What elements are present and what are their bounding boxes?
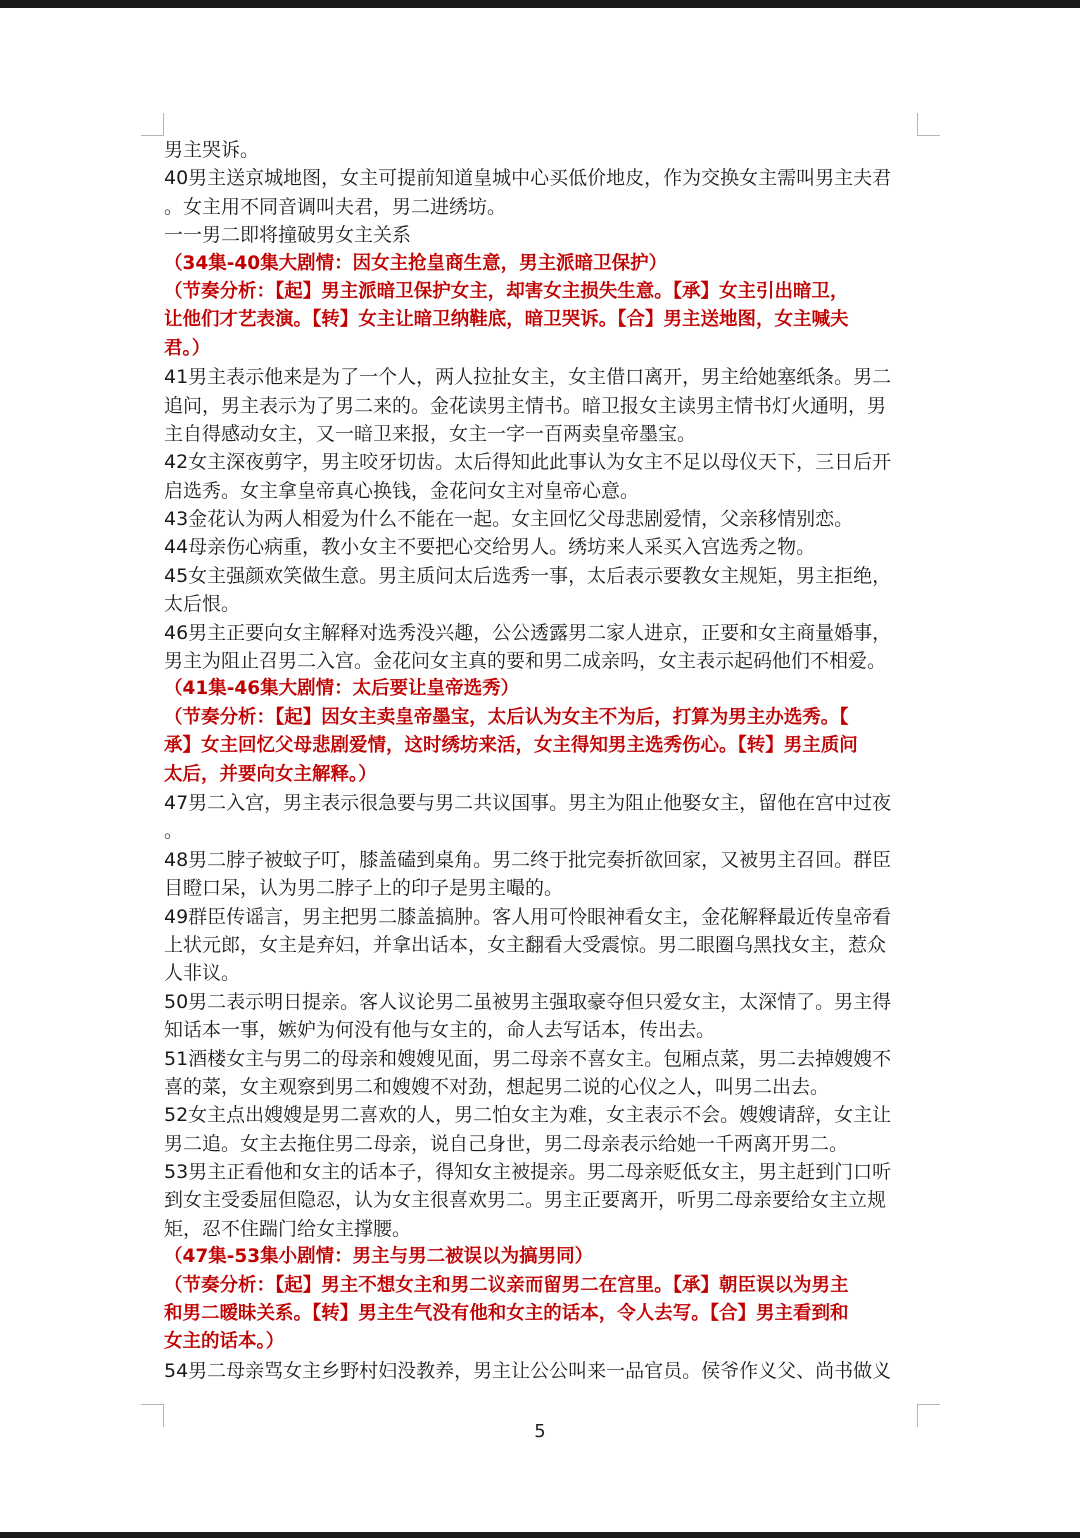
text-line: 男主为阻止召男二入宫。金花问女主真的要和男二成亲吗，女主表示起码他们不相爱。: [164, 650, 887, 673]
text-line: 50男二表示明日提亲。客人议论男二虽被男主强取豪夺但只爱女主，太深情了。男主得: [164, 990, 892, 1013]
text-line: 41男主表示他来是为了一个人，两人拉扯女主，女主借口离开，男主给她塞纸条。男二: [164, 366, 892, 389]
text-line: 上状元郎，女主是弃妇，并拿出话本，女主翻看大受震惊。男二眼圈乌黑找女主，惹众: [164, 933, 887, 956]
highlight-line: 让他们才艺表演。【转】女主让暗卫纳鞋底，暗卫哭诉。【合】男主送地图，女主喊夫: [164, 309, 849, 331]
text-line: 40男主送京城地图，女主可提前知道皇城中心买低价地皮，作为交换女主需叫男主夫君: [164, 167, 892, 190]
highlight-line: （47集-53集小剧情：男主与男二被误以为搞男同）: [164, 1246, 594, 1268]
text-line: 54男二母亲骂女主乡野村妇没教养，男主让公公叫来一品官员。侯爷作义父、尚书做义: [164, 1359, 892, 1382]
highlight-line: 君。）: [164, 337, 211, 359]
text-line: 目瞪口呆，认为男二脖子上的印子是男主嘬的。: [164, 877, 564, 900]
text-line: 男二追。女主去拖住男二母亲，说自己身世，男二母亲表示给她一千两离开男二。: [164, 1132, 849, 1155]
highlight-line: 女主的话本。）: [164, 1331, 285, 1353]
text-line: 人非议。: [164, 962, 241, 985]
highlight-line: （节奏分析：【起】男主不想女主和男二议亲而留男二在宫里。【承】朝臣误以为男主: [164, 1274, 849, 1296]
text-line: 52女主点出嫂嫂是男二喜欢的人，男二怕女主为难，女主表示不会。嫂嫂请辞，女主让: [164, 1104, 892, 1127]
document-body: [164, 136, 918, 1385]
text-line: 。女主用不同音调叫夫君，男二进绣坊。: [164, 195, 507, 218]
text-line: 男主哭诉。: [164, 139, 260, 161]
text-line: 48男二脖子被蚊子叮，膝盖磕到桌角。男二终于批完奏折欲回家，又被男主召回。群臣: [164, 848, 892, 871]
text-line: 51酒楼女主与男二的母亲和嫂嫂见面，男二母亲不喜女主。包厢点菜，男二去掉嫂嫂不: [164, 1047, 892, 1070]
text-line: 46男主正要向女主解释对选秀没兴趣，公公透露男二家人进京，正要和女主商量婚事，: [164, 621, 892, 644]
text-line: 49群臣传谣言，男主把男二膝盖搞肿。客人用可怜眼神看女主，金花解释最近传皇帝看: [164, 905, 892, 928]
text-line: 矩，忍不住踹门给女主撑腰。: [164, 1217, 412, 1240]
highlight-line: 承】女主回忆父母悲剧爱情，这时绣坊来活，女主得知男主选秀伤心。【转】男主质问: [164, 735, 858, 757]
crop-mark-top-right: [917, 113, 940, 136]
text-line: 主自得感动女主，又一暗卫来报，女主一字一百两卖皇帝墨宝。: [164, 422, 697, 445]
highlight-line: 太后，并要向女主解释。）: [164, 763, 377, 785]
highlight-line: （节奏分析：【起】男主派暗卫保护女主，却害女主损失生意。【承】女主引出暗卫，: [164, 280, 849, 302]
text-line: 太后恨。: [164, 593, 241, 616]
highlight-line: （34集-40集大剧情：因女主抢皇商生意，男主派暗卫保护）: [164, 252, 668, 274]
text-line: 47男二入宫，男主表示很急要与男二共议国事。男主为阻止他娶女主，留他在宫中过夜: [164, 791, 892, 814]
text-line: 43金花认为两人相爱为什么不能在一起。女主回忆父母悲剧爱情，父亲移情别恋。: [164, 508, 854, 531]
text-line: 追问，男主表示为了男二来的。金花读男主情书。暗卫报女主读男主情书灯火通明，男: [164, 394, 887, 417]
text-line: 44母亲伤心病重，教小女主不要把心交给男人。绣坊来人采买入宫选秀之物。: [164, 536, 816, 559]
text-line: 45女主强颜欢笑做生意。男主质问太后选秀一事，太后表示要教女主规矩，男主拒绝，: [164, 564, 892, 587]
text-line: 启选秀。女主拿皇帝真心换钱，金花问女主对皇帝心意。: [164, 479, 640, 502]
highlight-line: （节奏分析：【起】因女主卖皇帝墨宝，太后认为女主不为后，打算为男主办选秀。【: [164, 706, 849, 728]
text-line: 到女主受委屈但隐忍，认为女主很喜欢男二。男主正要离开，听男二母亲要给女主立规: [164, 1189, 887, 1212]
text-line: 53男主正看他和女主的话本子，得知女主被提亲。男二母亲贬低女主，男主赶到门口听: [164, 1161, 892, 1184]
text-line: 喜的菜，女主观察到男二和嫂嫂不对劲，想起男二说的心仪之人，叫男二出去。: [164, 1075, 830, 1098]
text-line: 一一男二即将撞破男女主关系: [164, 224, 412, 247]
highlight-line: （41集-46集大剧情：太后要让皇帝选秀）: [164, 678, 520, 700]
top-status-bar: [0, 0, 1080, 8]
text-line: 42女主深夜剪字，男主咬牙切齿。太后得知此此事认为女主不足以母仪天下，三日后开: [164, 451, 892, 474]
text-line: 知话本一事，嫉妒为何没有他与女主的，命人去写话本，传出去。: [164, 1019, 716, 1042]
crop-mark-top-left: [141, 113, 164, 136]
bottom-bar: [0, 1532, 1080, 1538]
highlight-line: 和男二暧昧关系。【转】男主生气没有他和女主的话本，令人去写。【合】男主看到和: [164, 1303, 849, 1325]
text-line: 。: [164, 820, 184, 843]
page-number: 5: [534, 1421, 546, 1442]
